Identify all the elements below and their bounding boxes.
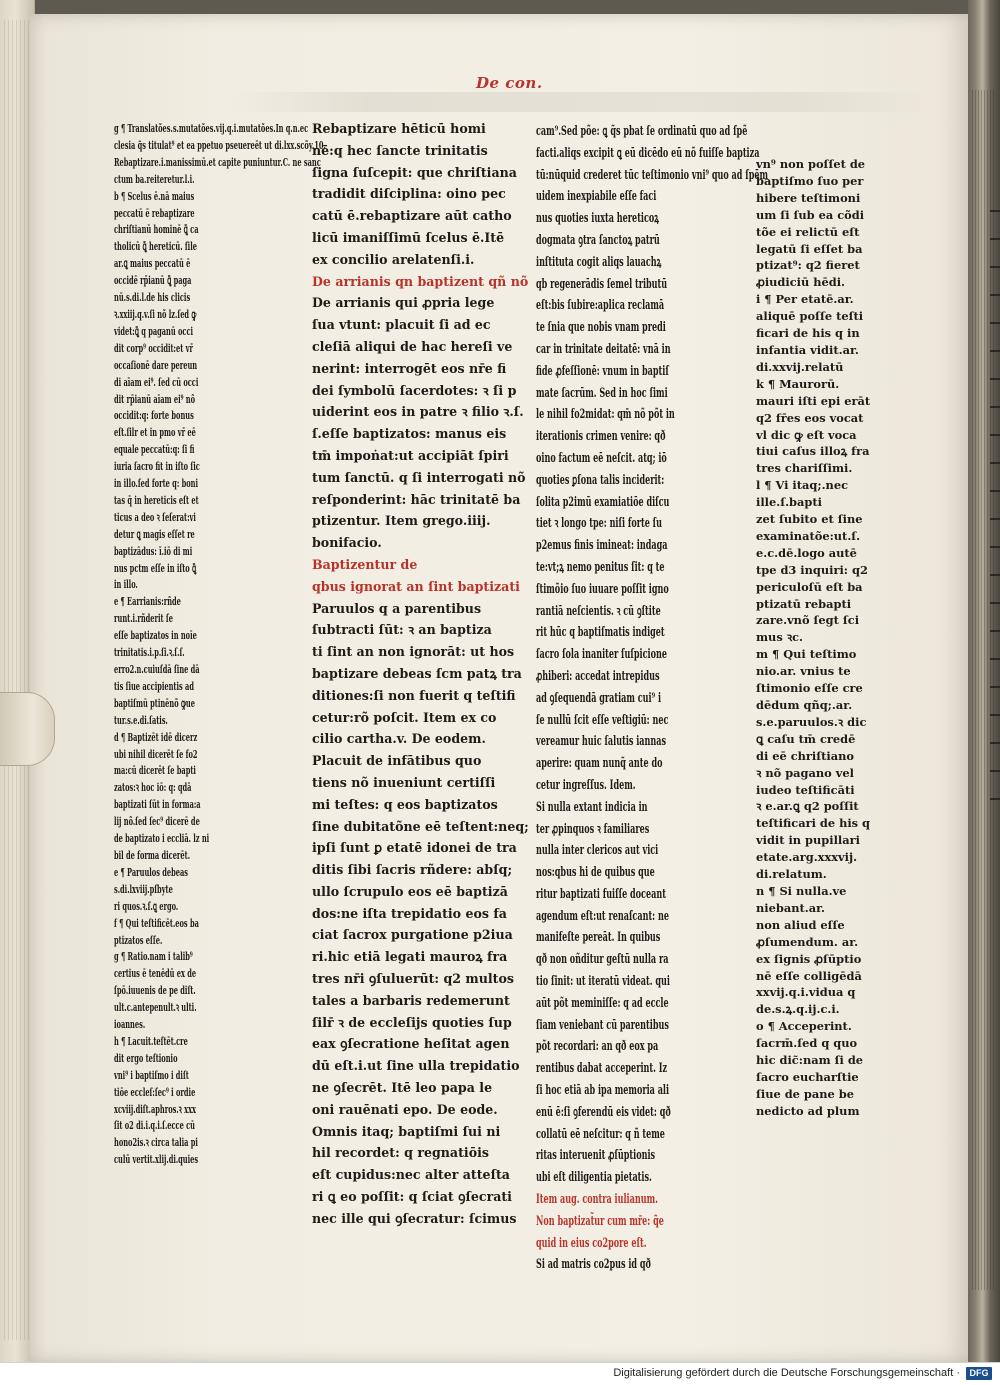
text-line: nē:q hec ſancte trinitatis	[312, 142, 488, 158]
text-line: uiderint eos in patre ꝛ filio ꝛ.ſ.	[312, 404, 524, 420]
text-line: vereamur huic ſalutis iannas	[536, 733, 667, 749]
text-line: ter ꝓpinquos ꝛ familiares	[536, 820, 650, 836]
text-line: ar.ꝗ maius peccatū ē	[114, 256, 191, 271]
text-line: cilio cartha.v. De eodem.	[312, 731, 486, 747]
text-line: di.relatum.	[756, 867, 827, 882]
text-line: e.c.dē.logo autē	[756, 545, 857, 560]
text-line: de.s.ꝝ.q.ij.c.i.	[756, 1002, 840, 1017]
text-line: ꝛ e.ar.ꝗ q2 poſſit	[756, 799, 859, 814]
text-line: qb regenerādis ſemel tributū	[536, 275, 668, 291]
text-line: nos:qbus hi de quibus que	[536, 864, 655, 880]
text-line: ſiam veniebant cū parentibus	[536, 1016, 669, 1032]
text-line: ꝗ caſu tm̄ credē	[756, 731, 856, 746]
text-line: nus quoties iuxta hereticoꝝ	[536, 210, 659, 226]
text-line: dit corp⁹ occidit:et vr̄	[114, 340, 193, 355]
text-line: g ¶ Translatões.s.mutatões.vij.q.i.mutatões.In q.n.ec	[114, 121, 309, 135]
text-line: ipſi ſunt ꝑ etatē idonei de tra	[312, 840, 517, 856]
text-line: non aliud eſſe	[756, 917, 845, 932]
text-line: eſt cupidus:nec alter atteſta	[312, 1167, 510, 1183]
text-line: cam⁹.Sed põe: ꝗ q̃s pbat ſe ordinatū quo ad ſpẽ	[536, 123, 748, 138]
text-line: aūt põt meminiſſe: q ad eccle	[536, 994, 669, 1010]
text-line: tio ſinit: ut iteratū videat. qui	[536, 973, 670, 989]
text-line: tur.s.e.di.ſatis.	[114, 712, 168, 727]
text-line: lij nõ.ſed ſec⁹ dicerē de	[114, 814, 200, 829]
text-line: tiui caſus illoꝝ fra	[756, 444, 870, 459]
text-line: ꝓhiberi: accedat intrepidus	[536, 667, 660, 683]
text-line: baptizādus: ī.iō di mi	[114, 543, 193, 558]
text-line: baptiſmo ſuo per	[756, 173, 864, 188]
text-line: ctum ba.reiteretur.l.i.	[114, 171, 195, 186]
text-line: hic dic̃:nam ſi de	[756, 1053, 864, 1068]
text-line: ſiue de pane be	[756, 1086, 854, 1101]
text-line: enū ē:ſi ꝯferendū eis videt: qð	[536, 1103, 671, 1119]
text-line: tiens nõ inueniunt certiſſi	[312, 774, 496, 790]
text-line: aperire: quam nunq̃ ante do	[536, 755, 663, 771]
text-line: zare.vnõ ſegt ſci	[756, 613, 860, 628]
text-line: ma:cū dicerēt ſe bapti	[114, 763, 196, 778]
text-line: facti.aliqs excipit ꝗ eū dicēdo eū nõ fuiſſe baptiza	[536, 144, 760, 160]
text-line: di aīam ei⁹. ſed cū occi	[114, 374, 199, 389]
text-line: oino factum eē neſcit. atq; iō	[536, 449, 667, 465]
text-line: ptizatū rebapti	[756, 596, 852, 611]
text-line: baptizare debeas ſcm patꝝ tra	[312, 665, 522, 681]
text-line: p2emus finis imineat: indaga	[536, 537, 668, 553]
text-line: nulla inter clericos aut vici	[536, 842, 659, 858]
text-line: peccatū ē rebaptizare	[114, 205, 195, 220]
text-line: De arrianis qui ꝓpria lege	[312, 295, 495, 311]
text-line: ꝛ.xxiij.q.v.ſi nõ lz.ſed ꝙ	[114, 306, 197, 321]
text-line: trinitatis.i.p.ſi.ꝛ.ſ.ſ.	[114, 645, 185, 660]
text-line: e ¶ Paruulos debeas	[114, 864, 189, 879]
text-line: xcviij.diſt.aphros.ꝛ xxx	[114, 1101, 196, 1116]
text-line: runt.i.rñderit ſe	[114, 611, 173, 626]
text-line: mi teſtes: q eos baptizatos	[312, 796, 498, 812]
text-line: nē eſſe colligēdā	[756, 968, 862, 983]
text-line: Placuit de infātibus quo	[312, 753, 482, 769]
dfg-logo: DFG	[966, 1367, 992, 1380]
text-line: dos:ne iſta trepidatio eos fa	[312, 905, 507, 921]
text-line: nedicto ad plum	[756, 1103, 860, 1118]
text-line: ſine dubitatõne eē teſtent:neq;	[312, 818, 529, 834]
text-line: tm̄ impoṅat:ut accipiāt ſpiri	[312, 447, 509, 463]
digitization-footer	[0, 1362, 1000, 1385]
text-line: Item aug. contra iulianum.	[536, 1191, 658, 1207]
text-line: dū eſt.i.ut ſine ulla trepidatio	[312, 1058, 520, 1074]
text-line: ri ꝗ eo poſſit: q ſciat ꝯſecrati	[312, 1189, 512, 1205]
text-line: l ¶ Vi itaq;.nec	[756, 478, 849, 493]
text-line: oni rauēnati epo. De eode.	[312, 1101, 498, 1117]
text-line: ioannes.	[114, 1017, 146, 1032]
text-line: ficari de his q in	[756, 326, 860, 341]
text-line: tiet ꝛ longo tpe: niſi forte ſu	[536, 515, 662, 531]
text-line: iuria ſacro fit in iſto ſic	[114, 459, 200, 474]
text-line: fide ꝓfeſſionē: vnum in baptiſ	[536, 362, 669, 378]
text-line: ult.c.antepenult.ꝛ ulti.	[114, 1000, 197, 1015]
text-line: vni⁹ i baptiſmo i diſt	[114, 1067, 189, 1082]
text-line: detur ꝗ magis eſſet re	[114, 526, 195, 541]
text-line: hibere teſtimoni	[756, 190, 861, 205]
text-column-right	[536, 120, 768, 1275]
text-line: ti ſint an non ignorāt: ut hos	[312, 644, 515, 660]
text-line: e ¶ Earrianis:rñde	[114, 594, 181, 609]
text-line: tis ſiue accipientis ad	[114, 678, 194, 693]
text-line: f ¶ Qui teſtificēt.eos ba	[114, 915, 199, 930]
text-line: ſacro ſola inaniter ſuſpicione	[536, 646, 667, 662]
text-line: agendum eſt:ut renaſcant: ne	[536, 907, 669, 923]
text-line: iterationis crimen venire: qð	[536, 428, 666, 444]
text-line: videt:ꝗ̄ q paganū occi	[114, 323, 194, 338]
text-line: ſubtracti ſūt: ꝛ an baptiza	[312, 622, 492, 638]
text-line: um ſi ſub ea cõdi	[756, 207, 865, 222]
text-line: nus pctm eſſe in iſto ꝗ̄	[114, 560, 197, 575]
text-line: legatū ſi eſſet ba	[756, 241, 863, 256]
text-line: quoties ꝑſona talis inciderit:	[536, 471, 665, 487]
text-line: o ¶ Acceperint.	[756, 1019, 852, 1034]
text-line: qbus ignorat an ſint baptizati	[312, 578, 520, 594]
text-line: tpe d3 inquiri: q2	[756, 562, 868, 577]
text-line: ſilr̄ ꝛ de eccleſijs quoties ſup	[312, 1014, 512, 1030]
text-line: licū imaniſſimū ſcelus ē.Itē	[312, 229, 505, 245]
text-line: iudeo teſtificāti	[756, 782, 855, 797]
text-line: dei ſymbolū ſacerdotes: ꝛ ſi p	[312, 382, 517, 398]
text-line: q2 fr̄es eos vocat	[756, 410, 864, 425]
text-line: xxvij.q.i.vidua q	[756, 985, 856, 1000]
text-line: culū vertit.xlij.di.quies	[114, 1152, 199, 1167]
text-line: reſponderint: hāc trinitatē ba	[312, 491, 521, 507]
text-line: s.di.lxviij.pſbyte	[114, 881, 173, 896]
text-line: tum ſanctū. q ſi interrogati nõ	[312, 469, 526, 485]
running-title: De con.	[476, 74, 543, 92]
text-line: te:vt;ꝝ nemo penitus ſit: q te	[536, 558, 665, 574]
text-line: ꝓiudiciū hēdi.	[756, 275, 846, 290]
text-line: occidē rp̄ianū ꝗ̄ paga	[114, 273, 192, 288]
text-line: examinatõe:ut.ſ.	[756, 528, 861, 543]
text-line: dit ergo teſtionio	[114, 1050, 178, 1065]
text-line: ſ.eſſe baptizatos: manus eis	[312, 426, 507, 442]
text-line: tres nr̄i ꝯſuluerūt: q2 multos	[312, 971, 514, 987]
text-line: ptizentur. Item grego.iiij.	[312, 513, 491, 529]
text-line: ptizat⁹: q2 fieret	[756, 258, 860, 273]
text-line: tiōe eccleſ:ſec⁹ i ordie	[114, 1084, 196, 1099]
text-line: nec ille qui ꝯſecratur: ſcimus	[312, 1210, 517, 1226]
text-line: ꝛ nõ pagano vel	[756, 765, 854, 780]
text-line: ditis ſibi ſacris rñdere: abſq;	[312, 862, 513, 878]
gloss-column-right	[756, 156, 916, 1120]
text-line: nū.s.di.l.de his clicis	[114, 290, 191, 305]
text-line: manifeſte pereāt. In quibus	[536, 929, 661, 945]
text-line: k ¶ Maurorū.	[756, 376, 840, 391]
text-line: dēdum qñq;.ar.	[756, 698, 853, 712]
text-line: ille.ſ.bapti	[756, 495, 822, 510]
text-line: ſacro eucharſtie	[756, 1069, 859, 1084]
text-line: ſe nullū ſcit eſſe veſtigiū: nec	[536, 711, 669, 727]
text-line: tales a barbaris redemerunt	[312, 992, 510, 1008]
text-line: m ¶ Qui teſtimo	[756, 647, 857, 662]
text-line: ticus a deo ꝛ ſeſerat:vi	[114, 509, 196, 524]
text-line: rentibus dabat acceperint. Iz	[536, 1060, 668, 1076]
text-line: equale peccatū:q: ſi fi	[114, 442, 195, 457]
text-line: De arrianis qn baptizent qñ nõ	[312, 273, 529, 289]
text-line: baptiſmū ptinēnõ ꝙue	[114, 695, 195, 710]
text-line: g ¶ Ratio.nam i talib⁹	[114, 949, 193, 964]
text-line: rit hūc q baptiſmatis indiget	[536, 624, 665, 640]
text-line: mus ꝛc.	[756, 630, 804, 645]
text-line: ad ꝯſequendā gratiam cui⁹ i	[536, 689, 662, 705]
text-line: hil recordet: q regnatiōis	[312, 1145, 489, 1161]
text-line: eax ꝯſecratione heſitat agen	[312, 1036, 510, 1052]
text-line: ſigna ſuſcepit: que chriſtiana	[312, 164, 517, 180]
text-line: certius ē tenēdū ex de	[114, 966, 197, 981]
page-stack-lines	[4, 20, 30, 1340]
text-line: põt recordari: an qð eox pa	[536, 1038, 659, 1054]
text-line: niebant.ar.	[756, 900, 826, 915]
text-line: te ſnia que nobis vnam predi	[536, 319, 666, 335]
text-line: ditiones:ſi non fuerit q teſtifi	[312, 687, 516, 703]
text-line: eſt:bis ſubire:aplica reclamā	[536, 297, 665, 313]
text-line: ubi nihil dicerēt ſe fo2	[114, 746, 198, 761]
text-line: baptizati ſūt in forma:a	[114, 797, 201, 812]
text-line: ꝓſumendum. ar.	[756, 934, 859, 949]
text-line: hono2is.ꝛ circa talia pi	[114, 1135, 198, 1150]
text-line: b ¶ Scelus ē.nā maius	[114, 188, 195, 203]
text-line: ſua vtunt: placuit ſi ad ec	[312, 317, 491, 333]
text-line: d ¶ Baptizēt idē dicerz	[114, 729, 198, 744]
text-line: h ¶ Lacuit.teſtēt.cre	[114, 1033, 188, 1048]
text-column-middle	[312, 118, 534, 1230]
text-line: tholicū ꝗ̄ hereticū. ſile	[114, 239, 197, 254]
text-line: catū ē.rebaptizare aūt catho	[312, 208, 512, 224]
text-line: qð non oñditur geſtū nulla ra	[536, 951, 669, 967]
text-line: Omnis itaq; baptiſmi ſui ni	[312, 1123, 501, 1139]
text-line: nio.ar. vnius te	[756, 664, 851, 679]
text-line: occidit:q: forte bonus	[114, 408, 194, 423]
text-line: Rebaptizare.i.manissimū.et capite puniuntur.C. ne sanc	[114, 154, 321, 169]
text-line: Si nulla extant indicia in	[536, 798, 648, 814]
text-line: eſſe baptizatos in noīe	[114, 628, 197, 643]
gloss-column-left	[114, 120, 326, 1168]
text-line: zet ſubito et ſine	[756, 512, 863, 527]
text-line: vidit in pupillari	[756, 833, 860, 848]
text-line: zatos:ꝛ hoc iō: q: qdā	[114, 780, 192, 795]
text-line: le nihil fo2midat: qm̄ nõ põt in	[536, 406, 675, 422]
text-line: clesia q̃s titulat⁹ et ea ppetuo pseuereēt ut di.lxx.scõy.10.	[114, 137, 326, 152]
text-line: Paruulos q a parentibus	[312, 600, 482, 616]
text-line: vn⁹ non poſſet de	[756, 157, 866, 171]
show-through-text	[230, 92, 930, 112]
scan-ruler-marks	[990, 210, 1000, 810]
text-line: bonifacio.	[312, 535, 382, 551]
text-line: periculoſū eſt ba	[756, 579, 863, 594]
text-line: ſtimonio eſſe cre	[756, 681, 863, 696]
text-line: ritur baptizati fuiſſe doceant	[536, 885, 666, 901]
text-line: quid in eius co2pore eſt.	[536, 1234, 647, 1250]
text-line: ſi hoc etiā ab ipa memoria ali	[536, 1082, 670, 1098]
text-line: dit rp̄ianū aīam ei⁹ nõ	[114, 391, 196, 406]
text-line: ritas interuenit ꝓſūptionis	[536, 1147, 656, 1163]
text-line: ſit o2 di.i.q.i.ſ.ecce cū	[114, 1118, 195, 1133]
text-line: mauri iſti epi erāt	[756, 393, 871, 408]
text-line: ſolita p2imū examiatiōe diſcu	[536, 493, 670, 509]
text-line: chriſtianū hominē ꝗ̄ ca	[114, 222, 199, 237]
text-line: tū:nūquid crederet tūc teſtimonio vni⁹ quo ad ſpēm	[536, 166, 769, 182]
text-line: nerint: interrogēt eos nr̄e fi	[312, 360, 507, 376]
text-line: ullo ſcrupulo eos eē baptizā	[312, 883, 508, 899]
text-line: di.xxvij.relatū	[756, 359, 844, 374]
text-line: collatū eē neſcitur: q ñ teme	[536, 1125, 665, 1141]
text-line: ſpō.iuuenis de pe diſt.	[114, 983, 196, 998]
text-line: car in trinitate deitatē: vnā in	[536, 340, 671, 356]
text-line: teſtificari de his q	[756, 816, 871, 831]
text-line: ciat ſacrox purgatione p2iua	[312, 927, 513, 943]
text-line: cleſiā aliqui de hac hereſi ve	[312, 338, 513, 354]
text-line: rantiā neſcientis. ꝛ cū ꝯſtite	[536, 602, 661, 618]
text-line: ſtimõio ſuo iuuare poſſit igno	[536, 580, 669, 596]
text-line: tradidit diſciplina: oino pec	[312, 186, 506, 202]
text-line: de baptizato i eccliā. lz ni	[114, 831, 210, 846]
text-line: infantia vidit.ar.	[756, 342, 859, 357]
text-line: mate ſacrūm. Sed in hoc ſimi	[536, 384, 668, 400]
text-line: in illo.	[114, 577, 138, 592]
text-line: vl dic ꝙ eſt voca	[756, 427, 857, 442]
text-line: ubi eſt diligentia pietatis.	[536, 1169, 652, 1185]
text-line: Si ad matris co2pus id qð	[536, 1256, 651, 1272]
text-line: erro2.n.cuiuſdā ſine dā	[114, 662, 200, 676]
text-line: tres chariſſimi.	[756, 461, 853, 476]
text-line: ſacrm̄.ſed q quo	[756, 1036, 858, 1051]
text-line: in illo.ſed forte q: boni	[114, 476, 198, 491]
text-line: occaſionē dare pereun	[114, 357, 198, 372]
text-line: etate.arg.xxxvij.	[756, 850, 858, 865]
text-line: Rebaptizare hēticū homi	[312, 121, 486, 136]
text-line: n ¶ Si nulla.ve	[756, 883, 847, 898]
text-line: cetur ingreſſus. Idem.	[536, 776, 636, 792]
text-line: dogmata ꝯtra ſanctoꝝ patrū	[536, 231, 660, 247]
text-line: di eē chriſtiano	[756, 748, 855, 763]
text-line: Baptizentur de	[312, 556, 418, 572]
text-line: ri.hic etiā legati mauroꝝ fra	[312, 949, 508, 965]
text-line: cetur:rõ poſcit. Item ex co	[312, 709, 497, 725]
text-line: Non baptizat̃ur cum mr̄e: q̃e	[536, 1212, 664, 1228]
text-line: ex concilio arelatenſi.i.	[312, 251, 475, 267]
text-line: uidem inexpiabile eſſe faci	[536, 188, 657, 204]
text-line: eſt.ſilr et in pmo vr̄ eē	[114, 425, 196, 440]
text-line: i ¶ Per etatē.ar.	[756, 292, 854, 307]
text-line: bil de forma dicerēt.	[114, 847, 191, 862]
book-clasp	[0, 692, 55, 766]
text-line: inſtituta cogit aliqs lauachꝝ	[536, 253, 662, 269]
text-line: tas q̄ in hereticis eſt et	[114, 492, 199, 507]
funding-notice: Digitalisierung gefördert durch die Deutsche Forschungsgemeinschaft ·	[613, 1367, 960, 1379]
text-line: tõe ei relictū eſt	[756, 224, 860, 239]
text-line: ptizatos eſſe.	[114, 932, 163, 947]
text-line: aliquē poſſe teſti	[756, 309, 864, 324]
text-line: s.e.paruulos.ꝛ dic	[756, 714, 867, 729]
text-line: ri quos.ꝛ.ſ.ꝗ ergo.	[114, 898, 179, 913]
text-line: ne ꝯſecrēt. Itē leo papa le	[312, 1080, 493, 1096]
text-line: ex ſignis ꝓſūptio	[756, 951, 862, 966]
